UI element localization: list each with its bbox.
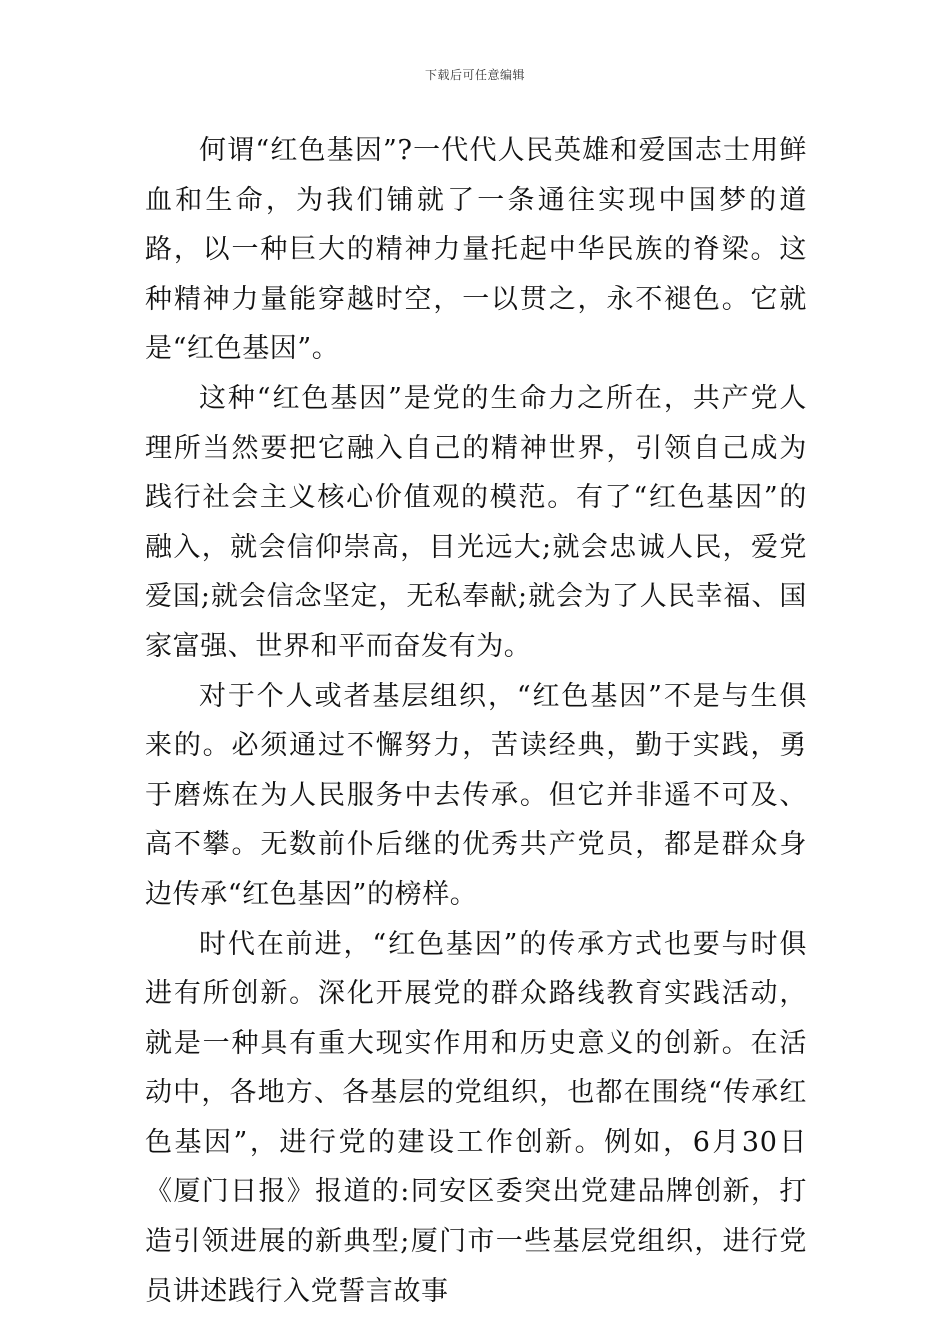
paragraph-2: 这种“红色基因”是党的生命力之所在，共产党人理所当然要把它融入自己的精神世界，引领自己成为践行社会主义核心价值观的模范。有了“红色基因”的融入，就会信仰崇高，目光远大;就会忠诚人民，爱党爱国;就会信念坚定，无私奉献;就会为了人民幸福、国家富强、世界和平而奋发有为。 (145, 382, 807, 662)
paragraph-1: 何谓“红色基因”?一代代人民英雄和爱国志士用鲜血和生命，为我们铺就了一条通往实现中国梦的道路，以一种巨大的精神力量托起中华民族的脊梁。这种精神力量能穿越时空，一以贯之，永不褪色。它就是“红色基因”。 (145, 135, 807, 365)
header-note: 下载后可任意编辑 (424, 68, 525, 82)
paragraph-3: 对于个人或者基层组织，“红色基因”不是与生俱来的。必须通过不懈努力，苦读经典，勤于实践，勇于磨炼在为人民服务中去传承。但它并非遥不可及、高不攀。无数前仆后继的优秀共产党员，都是群众身边传承“红色基因”的榜样。 (145, 680, 807, 910)
document-body (145, 126, 807, 1316)
paragraph-4: 时代在前进，“红色基因”的传承方式也要与时俱进有所创新。深化开展党的群众路线教育实践活动，就是一种具有重大现实作用和历史意义的创新。在活动中，各地方、各基层的党组织，也都在围绕“传承红色基因”，进行党的建设工作创新。例如，6月30日《厦门日报》报道的:同安区委突出党建品牌创新，打造引领进展的新典型;厦门市一些基层党组织，进行党员讲述践行入党誓言故事 (145, 928, 807, 1307)
